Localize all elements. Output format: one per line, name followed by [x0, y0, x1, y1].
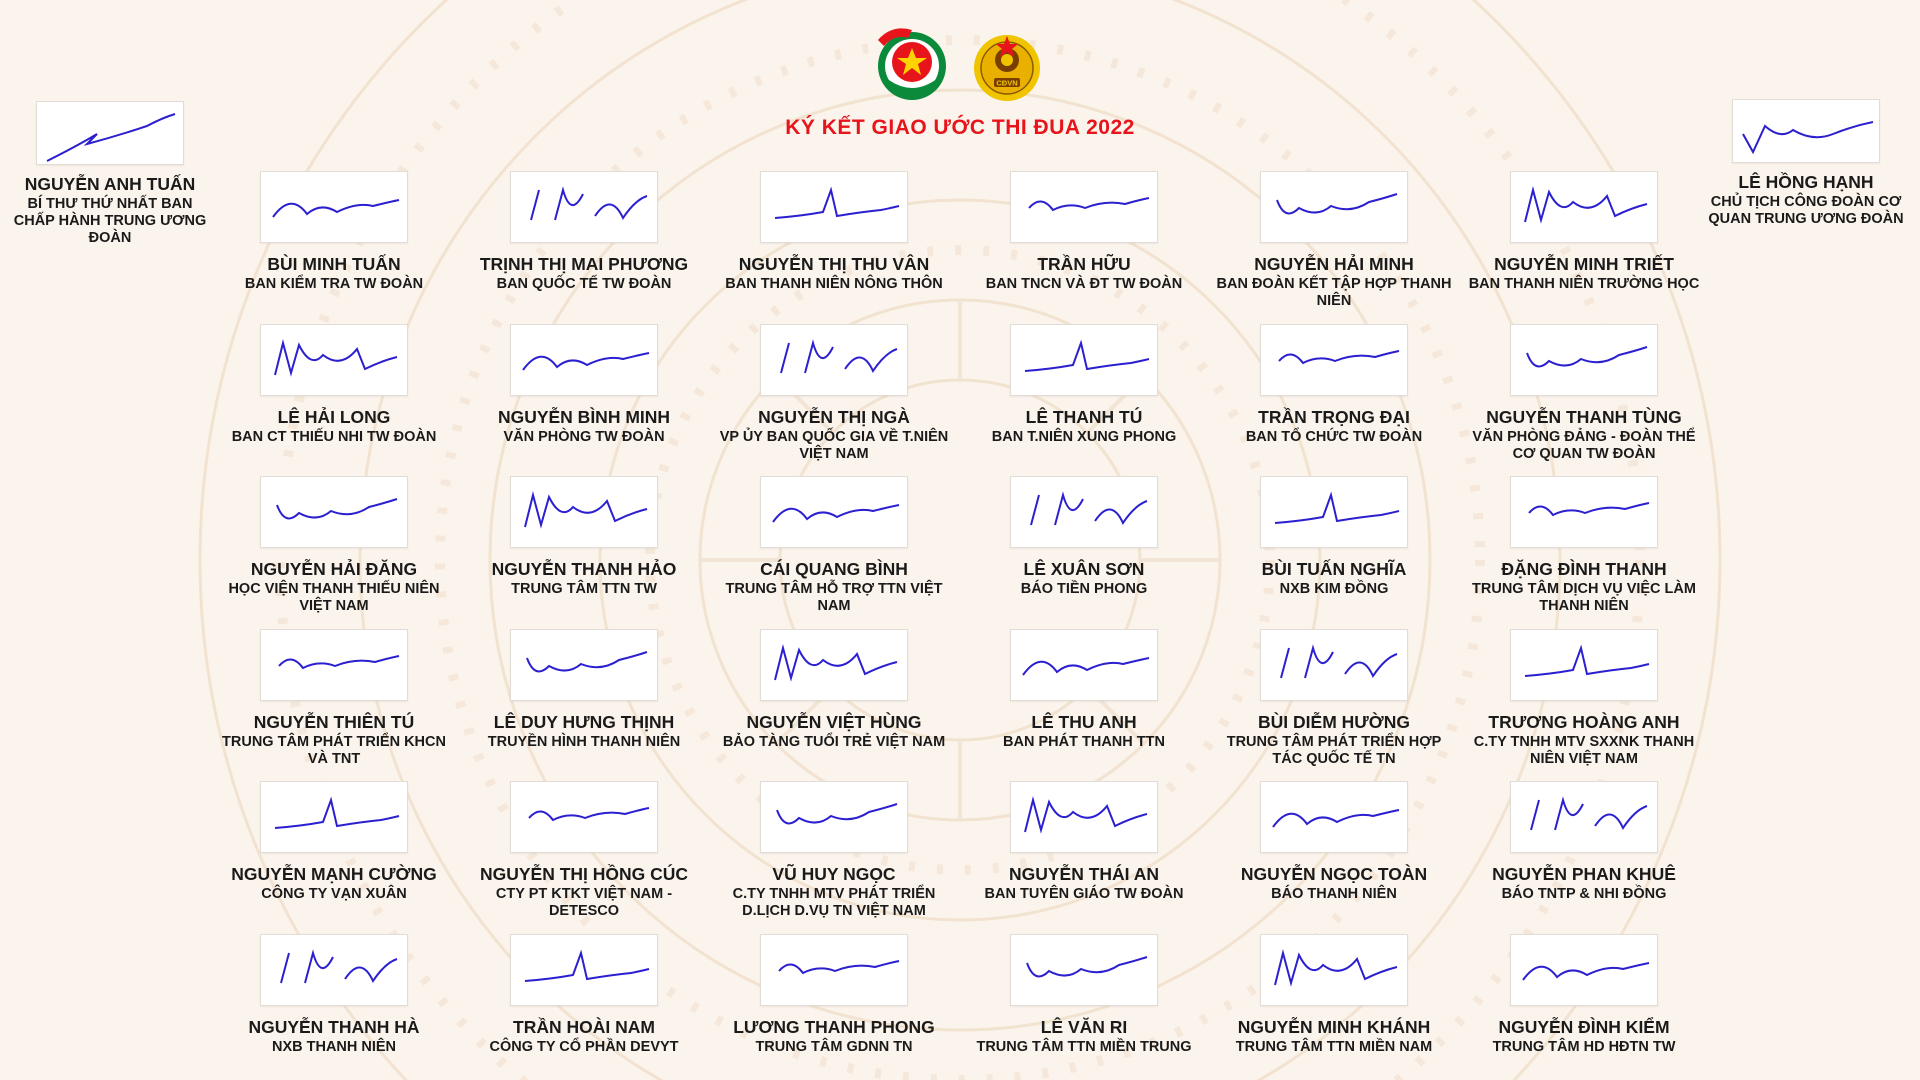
signatory-card [209, 476, 459, 615]
signatory-card [1209, 934, 1459, 1056]
signature-box [510, 934, 658, 1006]
signatory-role: BÁO TNTP & NHI ĐỒNG [1501, 886, 1667, 902]
signatory-role: BAN THANH NIÊN TRƯỜNG HỌC [1468, 276, 1700, 292]
signature-box [1010, 629, 1158, 701]
signatory-card [1209, 781, 1459, 903]
signature-icon [1011, 172, 1157, 242]
signature-box [1510, 171, 1658, 243]
signatory-name: TRẦN TRỌNG ĐẠI [1258, 407, 1410, 427]
signature-box [510, 781, 658, 853]
signature-icon [1011, 782, 1157, 852]
signature-icon [761, 172, 907, 242]
signature-icon [1011, 325, 1157, 395]
signatory-card [709, 629, 959, 751]
signatory-name: LÊ XUÂN SƠN [1023, 559, 1145, 579]
signature-box [1510, 629, 1658, 701]
signatory-role: TRUNG TÂM GDNN TN [755, 1039, 913, 1055]
signatory-role: VĂN PHÒNG TW ĐOÀN [503, 429, 665, 445]
signatory-card [459, 171, 709, 293]
signatory-name: ĐẶNG ĐÌNH THANH [1501, 559, 1667, 579]
signature-box [760, 934, 908, 1006]
signatory-name: NGUYỄN ĐÌNH KIỂM [1498, 1017, 1670, 1037]
signatory-role: TRUNG TÂM PHÁT TRIỂN KHCN VÀ TNT [222, 734, 446, 767]
signature-box [260, 629, 408, 701]
signature-box [1260, 934, 1408, 1006]
signature-icon [511, 325, 657, 395]
signature-box [760, 781, 908, 853]
signatory-role: HỌC VIỆN THANH THIẾU NIÊN VIỆT NAM [228, 581, 440, 614]
signatory-card [1209, 476, 1459, 598]
signature-box [1260, 324, 1408, 396]
signature-icon [761, 325, 907, 395]
signatory-card [959, 171, 1209, 293]
signature-icon [761, 477, 907, 547]
signatory-role: BAN TNCN VÀ ĐT TW ĐOÀN [985, 276, 1183, 292]
signatory-name: NGUYỄN THANH HÀ [248, 1017, 420, 1037]
signatory-card [1459, 934, 1709, 1056]
signatory-role: TRUNG TÂM PHÁT TRIỂN HỢP TÁC QUỐC TẾ TN [1226, 734, 1442, 767]
signatory-card [459, 781, 709, 920]
signature-icon [511, 630, 657, 700]
signatory-card [959, 324, 1209, 446]
signature-icon [1261, 630, 1407, 700]
signatory-name: NGUYỄN THANH TÙNG [1486, 407, 1682, 427]
signature-box [260, 171, 408, 243]
signatory-name: NGUYỄN BÌNH MINH [497, 407, 671, 427]
signature-box [510, 476, 658, 548]
signatory-role: BÁO TIỀN PHONG [1020, 581, 1148, 597]
signature-box [760, 629, 908, 701]
signature-box [1260, 171, 1408, 243]
signatory-role: C.TY TNHH MTV SXXNK THANH NIÊN VIỆT NAM [1473, 734, 1695, 767]
signature-icon [261, 782, 407, 852]
signature-icon [1261, 172, 1407, 242]
signature-box [510, 171, 658, 243]
logo-group [872, 18, 1052, 108]
signatory-card [1459, 476, 1709, 615]
signature-box [1010, 781, 1158, 853]
signatory-card [959, 781, 1209, 903]
signatory-name: NGUYỄN THANH HẢO [491, 559, 677, 579]
signature-box [1010, 934, 1158, 1006]
signatory-name: NGUYỄN MINH KHÁNH [1237, 1017, 1431, 1037]
signatory-role: TRUNG TÂM DỊCH VỤ VIỆC LÀM THANH NIÊN [1472, 581, 1696, 614]
leader-card [1681, 99, 1920, 228]
signature-icon [1511, 630, 1657, 700]
leader-role: BÍ THƯ THỨ NHẤT BAN CHẤP HÀNH TRUNG ƯƠNG ĐOÀN [13, 196, 207, 246]
signatory-card [209, 324, 459, 446]
signature-box [1510, 934, 1658, 1006]
signatory-name: TRỊNH THỊ MAI PHƯƠNG [479, 254, 689, 274]
signatory-card [959, 629, 1209, 751]
signatory-name: LÊ THANH TÚ [1025, 407, 1143, 427]
cong-doan-emblem-text: CĐVN [996, 78, 1018, 88]
signatory-role: VP ỦY BAN QUỐC GIA VỀ T.NIÊN VIỆT NAM [719, 429, 949, 462]
signatory-role: TRUNG TÂM TTN TW [511, 581, 657, 597]
signatory-card [959, 476, 1209, 598]
signatory-role: BÁO THANH NIÊN [1271, 886, 1397, 902]
signature-icon [1733, 100, 1879, 170]
signatory-name: BÙI TUẤN NGHĨA [1261, 559, 1407, 579]
signature-icon [761, 782, 907, 852]
signatory-role: TRUNG TÂM TTN MIỀN NAM [1235, 1039, 1433, 1055]
signature-box [36, 101, 184, 165]
signatory-name: NGUYỄN THÁI AN [1008, 864, 1160, 884]
leader-name: NGUYỄN ANH TUẤN [24, 174, 196, 194]
signatory-card [209, 781, 459, 903]
signature-box [1510, 324, 1658, 396]
signatory-role: BAN T.NIÊN XUNG PHONG [991, 429, 1177, 445]
signatory-card [1459, 781, 1709, 903]
signature-icon [511, 477, 657, 547]
signatory-name: NGUYỄN MINH TRIẾT [1494, 254, 1674, 274]
signature-icon [261, 477, 407, 547]
signature-box [1010, 476, 1158, 548]
signatory-name: NGUYỄN PHAN KHUÊ [1492, 864, 1676, 884]
signature-icon [1261, 935, 1407, 1005]
leader-name: LÊ HỒNG HẠNH [1738, 172, 1874, 192]
signatory-card [459, 476, 709, 598]
signatory-card [1459, 171, 1709, 293]
signatory-name: LÊ DUY HƯNG THỊNH [493, 712, 675, 732]
signatory-card [709, 934, 959, 1056]
signatory-role: TRUNG TÂM HỖ TRỢ TTN VIỆT NAM [725, 581, 943, 614]
signatory-role: BAN TỔ CHỨC TW ĐOÀN [1245, 429, 1423, 445]
signature-icon [1511, 477, 1657, 547]
signatory-role: C.TY TNHH MTV PHÁT TRIỂN D.LỊCH D.VỤ TN VIỆT NAM [732, 886, 936, 919]
signatory-card [459, 934, 709, 1056]
signature-icon [511, 172, 657, 242]
signatory-name: NGUYỄN THỊ THU VÂN [738, 254, 930, 274]
signature-box [760, 476, 908, 548]
signatory-card [1209, 171, 1459, 310]
signatory-card [709, 324, 959, 463]
signatory-card [959, 934, 1209, 1056]
signatory-role: CÔNG TY VẠN XUÂN [261, 886, 407, 902]
signature-box [1260, 781, 1408, 853]
cong-doan-emblem-icon [974, 35, 1040, 101]
signatory-role: BAN TUYÊN GIÁO TW ĐOÀN [984, 886, 1184, 902]
signatory-name: NGUYỄN THỊ NGÀ [758, 407, 910, 427]
signature-icon [1511, 782, 1657, 852]
signature-box [510, 629, 658, 701]
signature-icon [1011, 935, 1157, 1005]
signatory-card [709, 781, 959, 920]
signatory-card [459, 629, 709, 751]
signatory-card [709, 476, 959, 615]
signatory-name: NGUYỄN MẠNH CƯỜNG [231, 864, 437, 884]
signature-icon [1511, 325, 1657, 395]
signatory-card [209, 934, 459, 1056]
signatory-name: LƯƠNG THANH PHONG [733, 1017, 935, 1037]
signatory-role: CÔNG TY CỔ PHẦN DEVYT [489, 1039, 679, 1055]
signature-icon [1511, 172, 1657, 242]
signature-box [260, 781, 408, 853]
signatory-role: BAN CT THIẾU NHI TW ĐOÀN [231, 429, 437, 445]
signature-box [260, 324, 408, 396]
signature-icon [761, 935, 907, 1005]
signatory-name: LÊ VĂN RI [1040, 1017, 1128, 1037]
signatory-role: NXB THANH NIÊN [271, 1039, 397, 1055]
signature-box [760, 324, 908, 396]
signatory-role: BAN ĐOÀN KẾT TẬP HỢP THANH NIÊN [1216, 276, 1452, 309]
signature-box [1260, 629, 1408, 701]
signatory-name: TRẦN HOÀI NAM [513, 1017, 655, 1037]
signatory-name: BÙI DIỄM HƯỜNG [1258, 712, 1410, 732]
signatory-role: TRUNG TÂM HD HĐTN TW [1492, 1039, 1676, 1055]
signatory-name: NGUYỄN HẢI MINH [1254, 254, 1414, 274]
signatory-role: BAN PHÁT THANH TTN [1003, 734, 1165, 750]
signature-icon [261, 325, 407, 395]
signatory-name: NGUYỄN THỊ HỒNG CÚC [479, 864, 689, 884]
signature-icon [1011, 477, 1157, 547]
signatory-card [209, 629, 459, 768]
signature-box [1510, 476, 1658, 548]
signature-box [260, 934, 408, 1006]
signatory-role: BẢO TÀNG TUỔI TRẺ VIỆT NAM [722, 734, 946, 750]
signature-icon [1011, 630, 1157, 700]
signature-icon [37, 102, 183, 172]
signatory-role: NXB KIM ĐỒNG [1279, 581, 1389, 597]
signature-icon [261, 172, 407, 242]
signature-icon [261, 935, 407, 1005]
signatory-card [459, 324, 709, 446]
signatory-role: BAN THANH NIÊN NÔNG THÔN [725, 276, 943, 292]
signature-box [760, 171, 908, 243]
signatory-name: BÙI MINH TUẤN [267, 254, 401, 274]
signature-box [510, 324, 658, 396]
signature-box [1732, 99, 1880, 163]
leader-card [0, 101, 235, 247]
signature-icon [1261, 477, 1407, 547]
signatory-name: NGUYỄN HẢI ĐĂNG [250, 559, 418, 579]
signatory-name: NGUYỄN VIỆT HÙNG [746, 712, 922, 732]
signatory-card [709, 171, 959, 293]
signatory-name: VŨ HUY NGỌC [772, 864, 896, 884]
page-title: KÝ KẾT GIAO ƯỚC THI ĐUA 2022 [785, 116, 1135, 139]
signatory-name: LÊ THU ANH [1031, 712, 1137, 732]
signatory-role: BAN KIỂM TRA TW ĐOÀN [244, 276, 424, 292]
signatory-role: CTY PT KTKT VIỆT NAM - DETESCO [495, 886, 673, 919]
signatory-name: TRƯƠNG HOÀNG ANH [1488, 712, 1680, 732]
signature-icon [511, 782, 657, 852]
signature-icon [511, 935, 657, 1005]
signature-box [1010, 324, 1158, 396]
signatory-card [1459, 629, 1709, 768]
doan-tncs-emblem-icon [878, 28, 946, 100]
signature-icon [1261, 325, 1407, 395]
signature-icon [761, 630, 907, 700]
signature-box [1510, 781, 1658, 853]
signatory-name: TRẦN HỮU [1037, 254, 1131, 274]
signatory-role: TRUYỀN HÌNH THANH NIÊN [487, 734, 681, 750]
signature-box [260, 476, 408, 548]
signatory-card [209, 171, 459, 293]
signatory-role: BAN QUỐC TẾ TW ĐOÀN [496, 276, 672, 292]
signature-box [1010, 171, 1158, 243]
signatory-name: CÁI QUANG BÌNH [760, 559, 908, 579]
signatory-card [1209, 629, 1459, 768]
leader-role: CHỦ TỊCH CÔNG ĐOÀN CƠ QUAN TRUNG ƯƠNG ĐOÀN [1708, 194, 1904, 227]
signatory-card [1459, 324, 1709, 463]
signatory-card [1209, 324, 1459, 446]
signatory-name: LÊ HẢI LONG [277, 407, 391, 427]
signatory-name: NGUYỄN NGỌC TOÀN [1240, 864, 1428, 884]
signature-icon [1511, 935, 1657, 1005]
signatory-name: NGUYỄN THIÊN TÚ [253, 712, 415, 732]
signatory-role: VĂN PHÒNG ĐẢNG - ĐOÀN THỂ CƠ QUAN TW ĐOÀN [1472, 429, 1696, 462]
signature-icon [261, 630, 407, 700]
signature-box [1260, 476, 1408, 548]
signature-icon [1261, 782, 1407, 852]
signatory-role: TRUNG TÂM TTN MIỀN TRUNG [976, 1039, 1192, 1055]
